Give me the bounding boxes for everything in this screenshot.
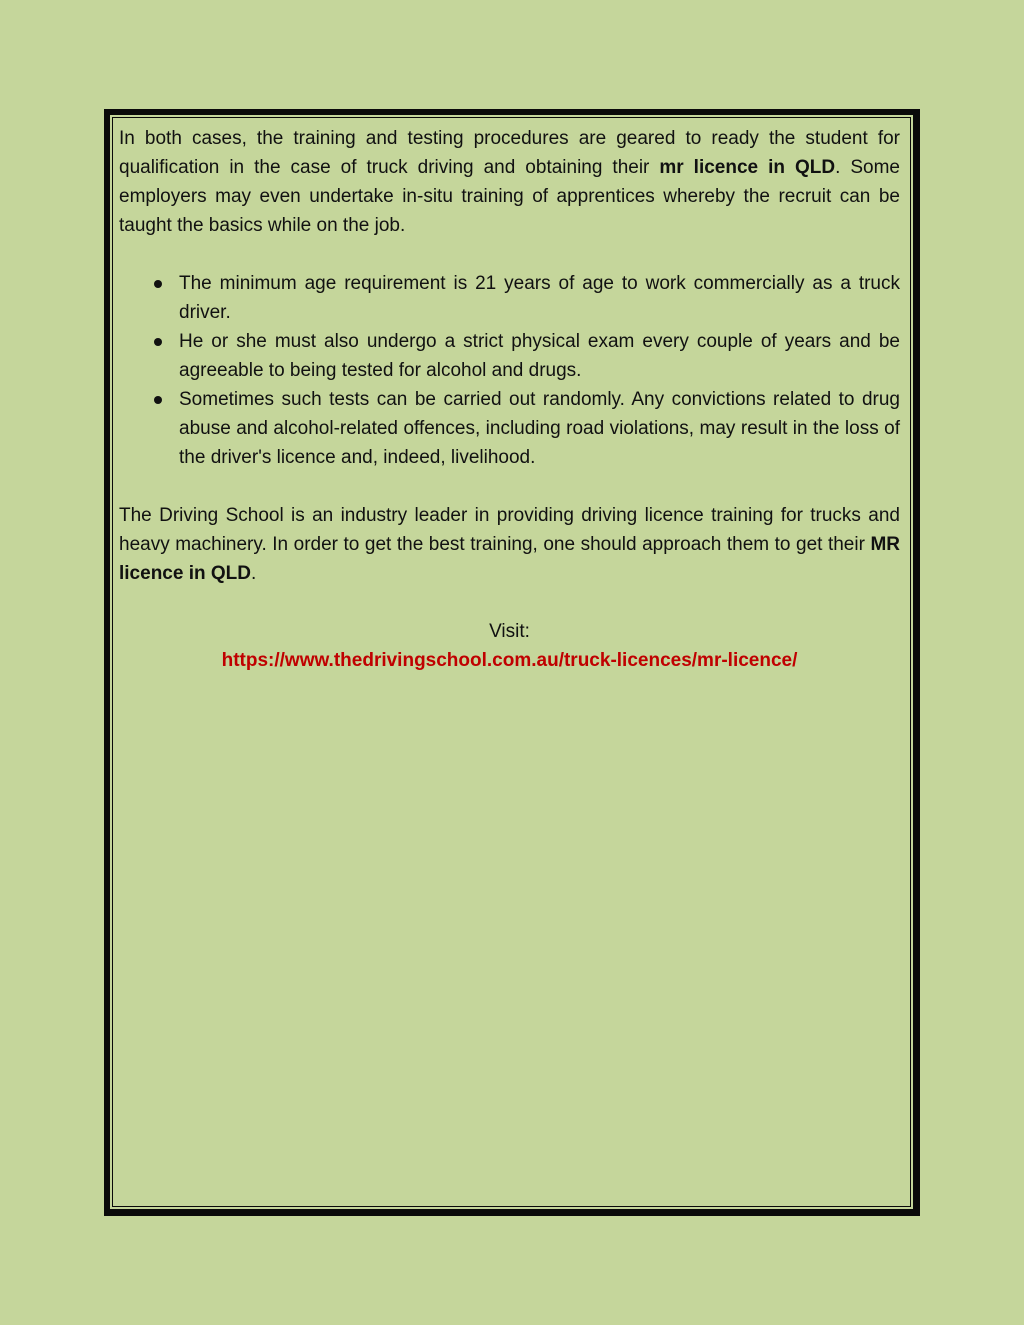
visit-label: Visit: — [489, 621, 530, 642]
list-item-text: The minimum age requirement is 21 years of age to work commercially as a truck driver. — [179, 273, 900, 323]
school-paragraph — [119, 501, 900, 588]
bullet-icon — [154, 396, 162, 404]
school-keyword: MR licence in QLD — [119, 534, 900, 584]
intro-keyword: mr licence in QLD — [659, 157, 836, 178]
document-frame — [104, 109, 920, 1216]
list-item — [119, 385, 900, 472]
school-text-start: The Driving School is an industry leader in providing driving licence training for trucks and heavy machinery. In order to get the best training, one should approach them to get their — [119, 505, 900, 555]
bullet-icon — [154, 280, 162, 288]
list-item — [119, 327, 900, 385]
website-link[interactable]: https://www.thedrivingschool.com.au/truck-licences/mr-licence/ — [221, 650, 798, 671]
intro-paragraph — [119, 124, 900, 240]
requirements-list — [119, 269, 900, 472]
school-text-end: . — [250, 563, 257, 584]
list-item-text: He or she must also undergo a strict physical exam every couple of years and be agreeable to being tested for alcohol and drugs. — [179, 331, 900, 381]
bullet-icon — [154, 338, 162, 346]
document-content — [119, 124, 900, 675]
list-item — [119, 269, 900, 327]
intro-text-end: . Some employers may even undertake in-situ training of apprentices whereby the recruit can be taught the basics while on the job. — [119, 157, 900, 236]
intro-text-start: In both cases, the training and testing procedures are geared to ready the student for qualification in the case of truck driving and obtaining their — [119, 128, 900, 178]
list-item-text: Sometimes such tests can be carried out randomly. Any convictions related to drug abuse and alcohol-related offences, including road violations, may result in the loss of the driver's licence and, indeed, livelihood. — [179, 389, 900, 468]
